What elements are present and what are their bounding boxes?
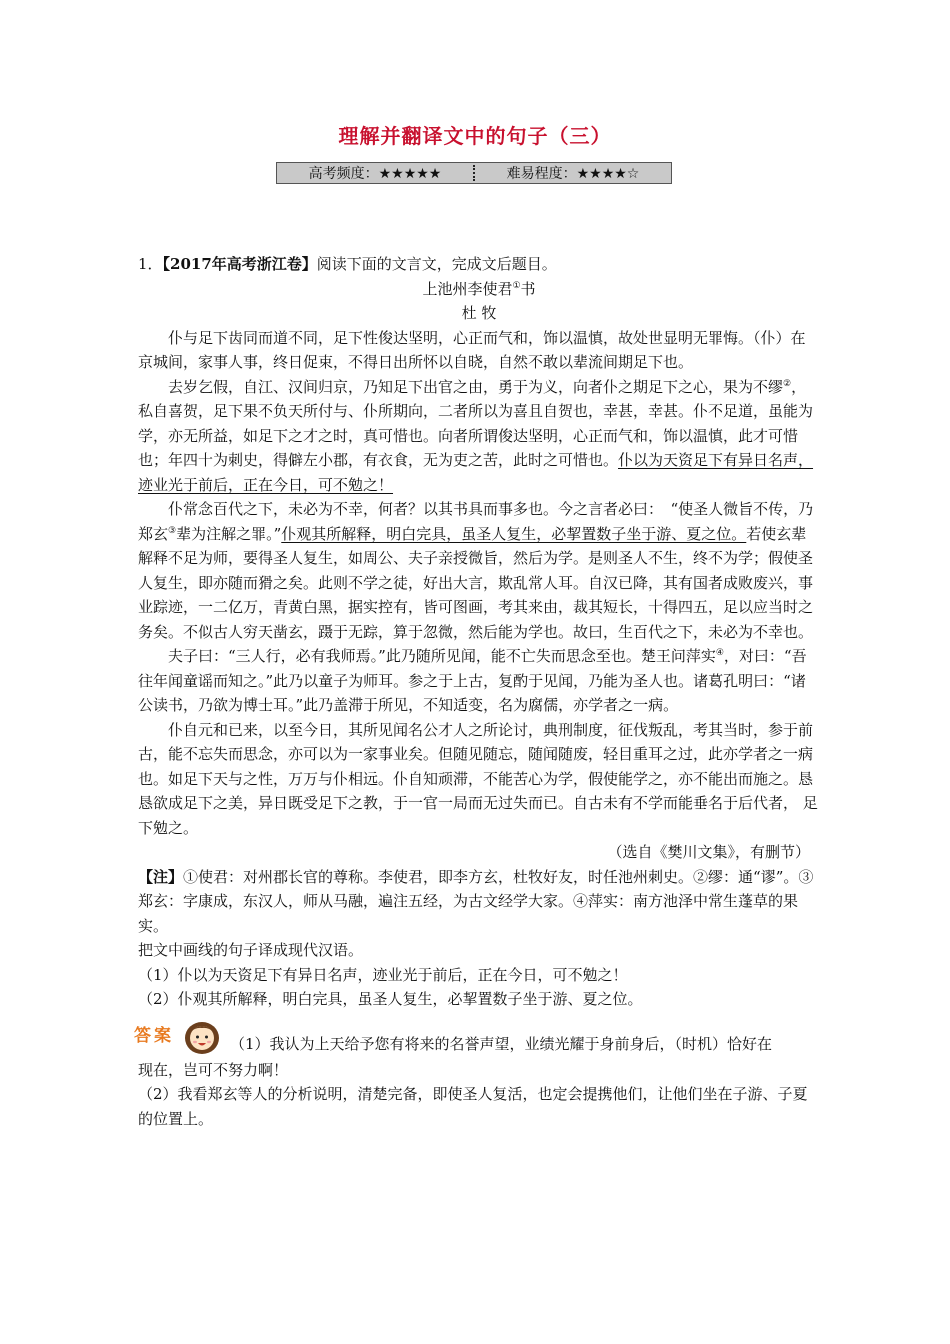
underlined-sentence-1: 仆以为天资足下有异日名声，迹业光于前后，正在今日，可不勉之！ xyxy=(138,451,814,494)
passage-paragraph-1: 仆与足下齿同而道不同，足下性俊达坚明，心正而气和，饰以温慎，故处世显明无罪悔。（仆）在京城间，家事人事，终日促束，不得日出所怀以自晓，自然不敢以辈流间期足下也。 xyxy=(138,328,806,371)
p4-text-a: 夫子曰：“三人行，必有我师焉。”此乃随所见闻，能不亡失而思念至也。楚王问萍实 xyxy=(168,647,716,665)
task-item-1: （1）仆以为天资足下有异日名声，迹业光于前后，正在今日，可不勉之！ xyxy=(138,965,628,984)
footnote-mark: ① xyxy=(512,280,521,291)
page-title: 理解并翻译文中的句子（三） xyxy=(338,124,612,148)
task-item-2: （2）仆观其所解释，明白完具，虽圣人复生，必挈置数子坐于游、夏之位。 xyxy=(138,990,643,1008)
p4-text-b: ，对曰：“吾往年闻童谣而知之。”此乃以童子为师耳。参之于上古，复酌于见闻，乃能为圣人也。诸葛孔明曰：“诸公读书，乃欲为博士耳。”此乃盖滞于所见，不知适变，名为腐儒，亦学者之一病。 xyxy=(138,647,807,714)
passage-paragraph-4 xyxy=(138,644,820,718)
passage-title-end: 书 xyxy=(520,279,536,298)
p3-text-b: 辈为注解之罪。” xyxy=(176,524,282,543)
frequency-rating: 高考频度：★★★★★ xyxy=(308,166,442,182)
question-header xyxy=(138,252,820,277)
answer-1-line-1: （1）我认为上天给予您有将来的名誉声望，业绩光耀于身前身后，（时机）恰好在 xyxy=(230,1034,773,1053)
passage-title-text: 上池州李使君 xyxy=(422,279,513,298)
passage-title xyxy=(138,277,820,302)
p3-text-c: 若使玄辈解释不足为师，要得圣人复生，如周公、夫子亲授微旨，然后为学。是则圣人不生，终不为学；假使圣人复生，即亦随而猾之矣。此则不学之徒，好出大言，欺乱常人耳。自汉已降，其有国者成败废兴，事业踪迹，一二亿万，青黄白黑，据实控有，皆可图画，考其来由，裁其短长，十得四五，足以应当时之务矣。不似古人穷天凿玄，蹑于无踪，算于忽微，然后能为学也。故曰，生百代之下，未必为不幸也。 xyxy=(138,524,814,641)
footnote-mark: ④ xyxy=(715,648,724,658)
notes-label: 【注】 xyxy=(138,867,184,886)
p3-text-a: 仆常念百代之下，未必为不幸，何者？以其书具而事多也。今之言者必曰： “使圣人微旨不传，乃郑玄 xyxy=(138,500,814,543)
difficulty-rating: 难易程度：★★★★☆ xyxy=(506,166,640,182)
question-number: 1． xyxy=(138,255,163,273)
question-content xyxy=(134,252,820,1131)
answer-header xyxy=(134,1020,820,1058)
answer-label: 答案 xyxy=(134,1025,174,1046)
source-note: （选自《樊川文集》，有删节） xyxy=(607,843,810,861)
question-source: 【2017年高考浙江卷】 xyxy=(162,255,317,273)
question-instruction: 阅读下面的文言文，完成文后题目。 xyxy=(316,255,557,273)
rating-bar xyxy=(276,162,672,184)
notes xyxy=(138,865,820,939)
footnote-mark: ③ xyxy=(168,525,177,536)
passage-paragraph-2 xyxy=(138,375,820,498)
notes-text: ①使君：对州郡长官的尊称。李使君，即李方玄，杜牧好友，时任池州刺史。②缪：通“谬”。③郑玄：字康成，东汉人，师从马融，遍注五经，为古文经学大家。④萍实：南方池泽中常生蓬草的果实。 xyxy=(138,867,814,935)
answer-1-line-2: 现在，岂可不努力啊！ xyxy=(138,1060,289,1079)
passage-paragraph-5: 仆自元和已来，以至今日，其所见闻名公才人之所论讨，典刑制度，征伐叛乱，考其当时，参于前古，能不忘失而思念，亦可以为一家事业矣。但随见随忘，随闻随废，轻目重耳之过，此亦学者之一病也。如足下天与之性，万万与仆相远。仆自知顽滞，不能苦心为学，假使能学之，亦不能出而施之。恳恳欲成足下之美，异日既受足下之教，于一官一局而无过失而已。自古未有不学而能垂名于后代者， 足下勉之。 xyxy=(138,720,818,837)
footnote-mark: ② xyxy=(783,378,792,389)
passage-paragraph-3 xyxy=(138,497,820,644)
passage-author: 杜 牧 xyxy=(461,304,497,322)
underlined-sentence-2: 仆观其所解释，明白完具，虽圣人复生，必挈置数子坐于游、夏之位。 xyxy=(281,524,747,543)
girl-avatar-icon xyxy=(182,1016,222,1056)
p2-text-b: ，私自喜贺，足下果不负天所付与、仆所期向，二者所以为喜且自贺也，幸甚，幸甚。仆不足道，虽能为学，亦无所益，如足下之才之时，真可惜也。向者所谓俊达坚明，心正而气和，饰以温慎，此才可惜也；年四十为刺史，得僻左小郡，有衣食，无为吏之苦，此时之可惜也。 xyxy=(138,377,814,469)
p2-text-a: 去岁乞假，自江、汉间归京，乃知足下出官之由，勇于为义，向者仆之期足下之心，果为不缪 xyxy=(168,377,784,396)
answer-2: （2）我看郑玄等人的分析说明，清楚完备，即使圣人复活，也定会提携他们，让他们坐在子游、子夏的位置上。 xyxy=(138,1085,808,1128)
task-prompt: 把文中画线的句子译成现代汉语。 xyxy=(138,941,364,959)
